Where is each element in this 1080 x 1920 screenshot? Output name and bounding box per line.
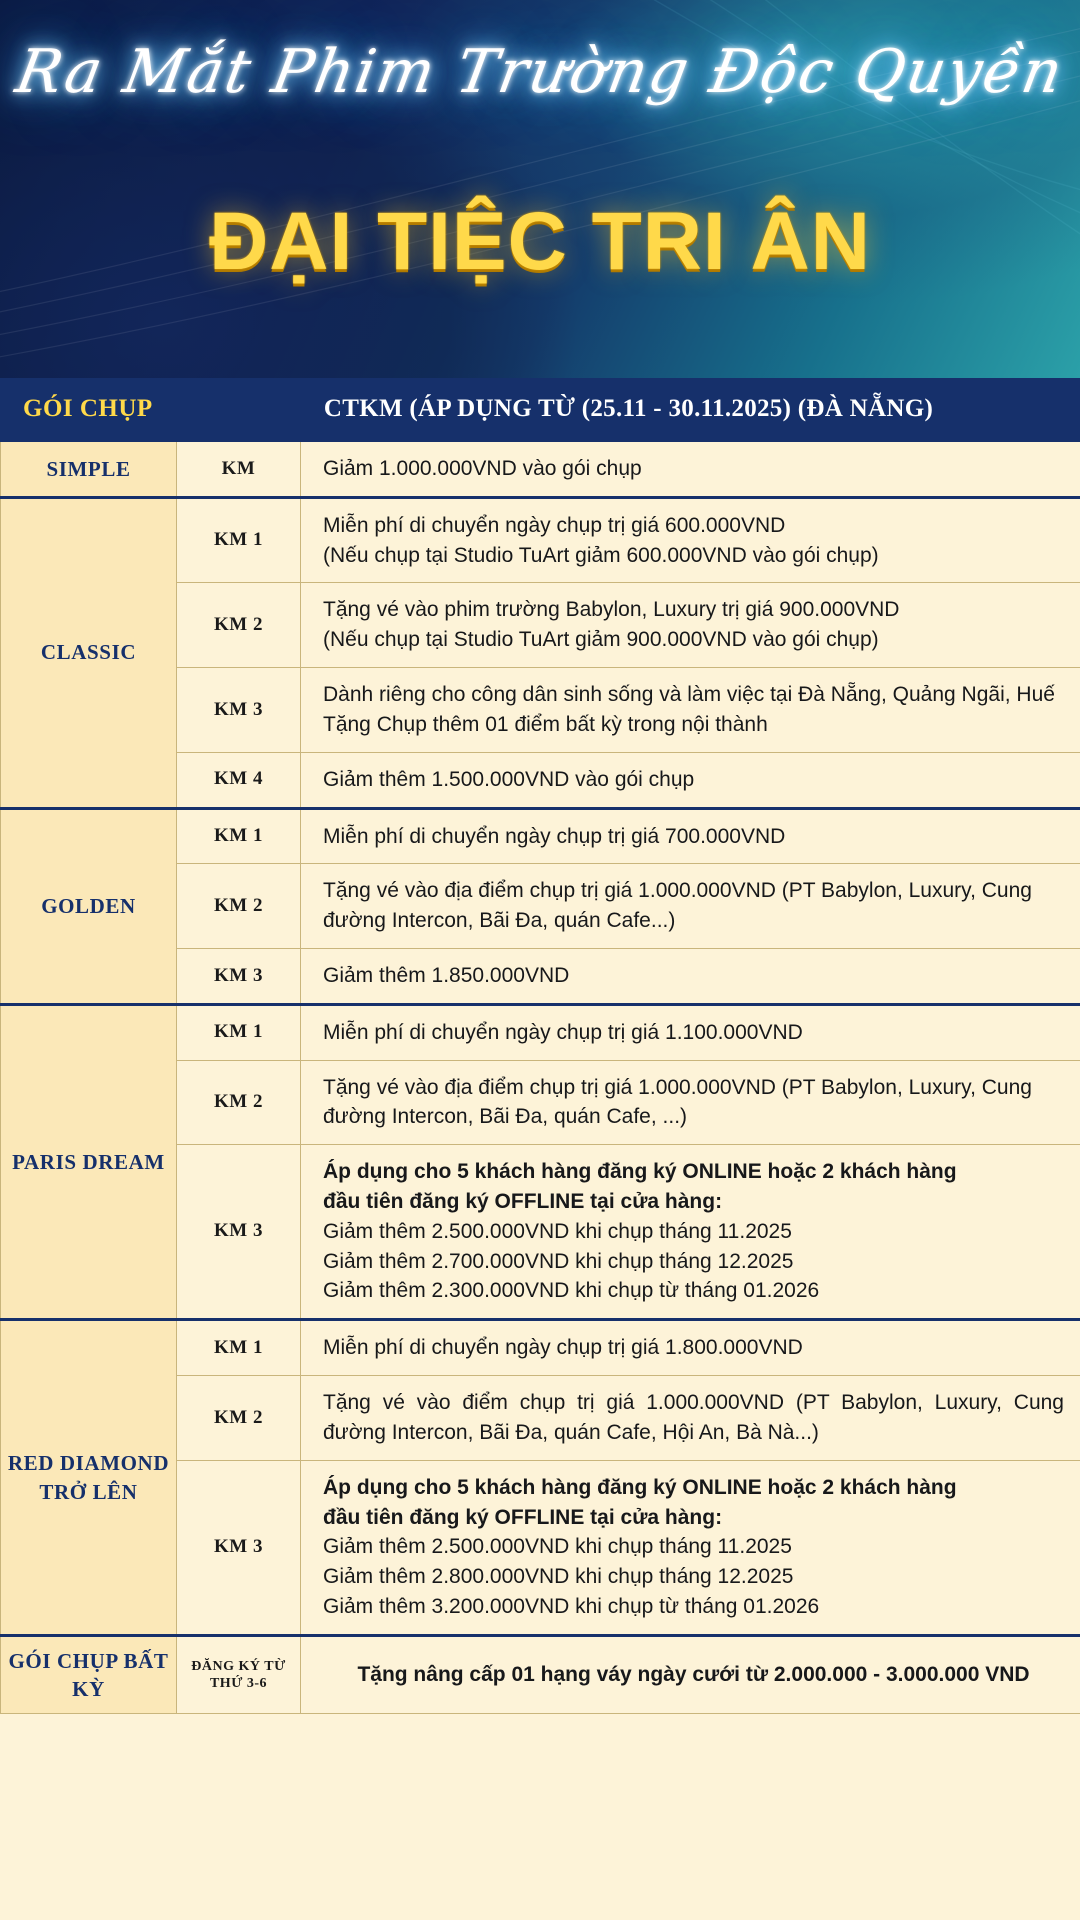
package-label-red-diamond: RED DIAMOND TRỞ LÊN [1, 1320, 177, 1636]
km-label: KM 1 [177, 1320, 301, 1376]
promo-description: Tặng vé vào điểm chụp trị giá 1.000.000VND (PT Babylon, Luxury, Cung đường Intercon, Bãi Đa, quán Cafe, Hội An, Bà Nà...) [301, 1376, 1080, 1461]
promo-table [0, 378, 1080, 1714]
promo-description: Giảm 1.000.000VND vào gói chụp [301, 441, 1080, 498]
km-label: ĐĂNG KÝ TỪ THỨ 3-6 [177, 1635, 301, 1714]
table-row [1, 441, 1080, 498]
table-row [1, 1004, 1080, 1060]
promo-description: Miễn phí di chuyển ngày chụp trị giá 1.800.000VND [301, 1320, 1080, 1376]
header-package-col: GÓI CHỤP [1, 379, 177, 441]
package-label-any: GÓI CHỤP BẤT KỲ [1, 1635, 177, 1714]
promo-description: Áp dụng cho 5 khách hàng đăng ký ONLINE hoặc 2 khách hàng đầu tiên đăng ký OFFLINE tại cửa hàng: Giảm thêm 2.500.000VND khi chụp tháng 11.2025 Giảm thêm 2.700.000VND khi chụp tháng 12.2025 Giảm thêm 2.300.000VND khi chụp từ tháng 01.2026 [301, 1145, 1080, 1320]
km-label: KM 2 [177, 864, 301, 949]
table-row [1, 1320, 1080, 1376]
table-row [1, 1635, 1080, 1714]
km-label: KM 3 [177, 948, 301, 1004]
package-label-golden: GOLDEN [1, 808, 177, 1004]
km-label: KM 2 [177, 1060, 301, 1145]
promo-description: Tặng vé vào địa điểm chụp trị giá 1.000.000VND (PT Babylon, Luxury, Cung đường Intercon, Bãi Đa, quán Cafe, ...) [301, 1060, 1080, 1145]
km-label: KM 2 [177, 583, 301, 668]
km-label: KM 3 [177, 1460, 301, 1635]
table-row [1, 808, 1080, 864]
package-label-simple: SIMPLE [1, 441, 177, 498]
promo-description: Miễn phí di chuyển ngày chụp trị giá 600.000VND (Nếu chụp tại Studio TuArt giảm 600.000VND vào gói chụp) [301, 497, 1080, 583]
km-label: KM 3 [177, 668, 301, 753]
km-label: KM 1 [177, 808, 301, 864]
promo-description: Tặng vé vào phim trường Babylon, Luxury trị giá 900.000VND (Nếu chụp tại Studio TuArt giảm 900.000VND vào gói chụp) [301, 583, 1080, 668]
hero-banner [0, 0, 1080, 378]
km-label: KM 1 [177, 497, 301, 583]
km-label: KM 4 [177, 752, 301, 808]
header-promo-col: CTKM (ÁP DỤNG TỪ (25.11 - 30.11.2025) (ĐÀ NẴNG) [177, 379, 1080, 441]
km-label: KM 1 [177, 1004, 301, 1060]
km-label: KM 2 [177, 1376, 301, 1461]
promo-description: Giảm thêm 1.850.000VND [301, 948, 1080, 1004]
promo-description: Giảm thêm 1.500.000VND vào gói chụp [301, 752, 1080, 808]
km-label: KM [177, 441, 301, 498]
promo-description: Dành riêng cho công dân sinh sống và làm việc tại Đà Nẵng, Quảng Ngãi, Huế Tặng Chụp thêm 01 điểm bất kỳ trong nội thành [301, 668, 1080, 753]
promo-description: Tặng nâng cấp 01 hạng váy ngày cưới từ 2.000.000 - 3.000.000 VND [301, 1635, 1080, 1714]
promo-description: Miễn phí di chuyển ngày chụp trị giá 1.100.000VND [301, 1004, 1080, 1060]
promo-table-wrapper [0, 378, 1080, 1714]
package-label-paris-dream: PARIS DREAM [1, 1004, 177, 1320]
package-label-classic: CLASSIC [1, 497, 177, 808]
table-row [1, 497, 1080, 583]
table-header-row [1, 379, 1080, 441]
km-label: KM 3 [177, 1145, 301, 1320]
promo-description: Tặng vé vào địa điểm chụp trị giá 1.000.000VND (PT Babylon, Luxury, Cung đường Intercon, Bãi Đa, quán Cafe...) [301, 864, 1080, 949]
script-headline: Ra Mắt Phim Trường Độc Quyền [10, 37, 1070, 107]
promo-description: Áp dụng cho 5 khách hàng đăng ký ONLINE hoặc 2 khách hàng đầu tiên đăng ký OFFLINE tại cửa hàng: Giảm thêm 2.500.000VND khi chụp tháng 11.2025 Giảm thêm 2.800.000VND khi chụp tháng 12.2025 Giảm thêm 3.200.000VND khi chụp từ tháng 01.2026 [301, 1460, 1080, 1635]
promo-description: Miễn phí di chuyển ngày chụp trị giá 700.000VND [301, 808, 1080, 864]
page-title: ĐẠI TIỆC TRI ÂN [209, 196, 871, 287]
